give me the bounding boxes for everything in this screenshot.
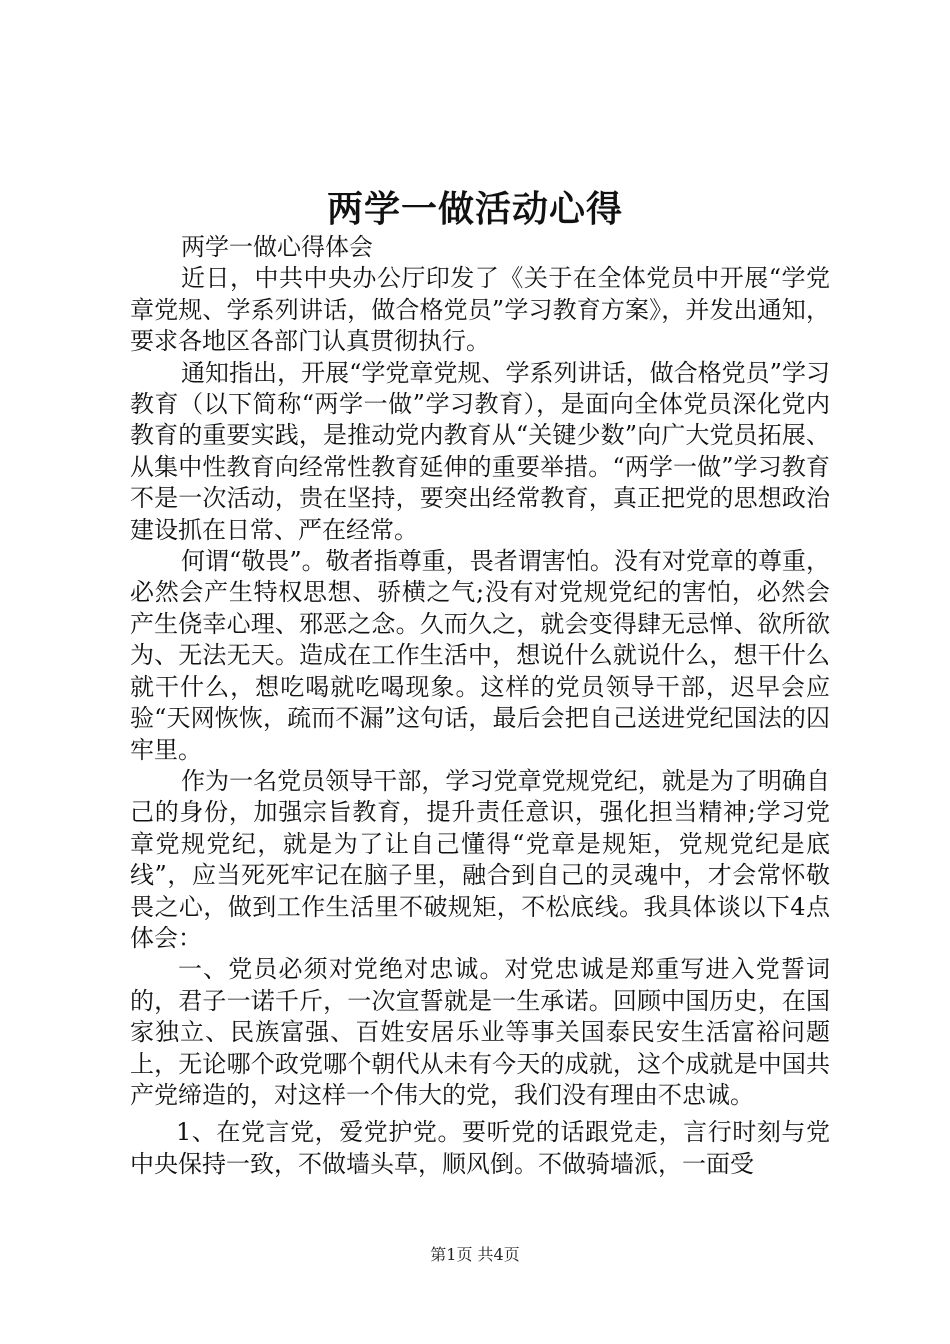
document-body <box>130 232 830 1180</box>
paragraph: 通知指出，开展“学党章党规、学系列讲话，做合格党员”学习教育（以下简称“两学一做”学习教育），是面向全体党员深化党内教育的重要实践，是推动党内教育从“关键少数”向广大党员拓展、从集中性教育向经常性教育延伸的重要举措。“两学一做”学习教育不是一次活动，贵在坚持，要突出经常教育，真正把党的思想政治建设抓在日常、严在经常。 <box>130 358 830 544</box>
document-title: 两学一做活动心得 <box>326 188 623 230</box>
paragraph: 何谓“敬畏”。敬者指尊重，畏者谓害怕。没有对党章的尊重，必然会产生特权思想、骄横之气;没有对党规党纪的害怕，必然会产生侥幸心理、邪恶之念。久而久之，就会变得肆无忌惮、欲所欲为、无法无天。造成在工作生活中，想说什么就说什么，想干什么就干什么，想吃喝就吃喝现象。这样的党员领导干部，迟早会应验“天网恢恢，疏而不漏”这句话，最后会把自己送进党纪国法的囚牢里。 <box>130 547 830 764</box>
paragraph: 近日，中共中央办公厅印发了《关于在全体党员中开展“学党章党规、学系列讲话，做合格党员”学习教育方案》，并发出通知，要求各地区各部门认真贯彻执行。 <box>130 264 830 356</box>
paragraph: 一、党员必须对党绝对忠诚。对党忠诚是郑重写进入党誓词的，君子一诺千斤，一次宣誓就是一生承诺。回顾中国历史，在国家独立、民族富强、百姓安居乐业等事关国泰民安生活富裕问题上，无论哪个政党哪个朝代从未有今天的成就，这个成就是中国共产党缔造的，对这样一个伟大的党，我们没有理由不忠诚。 <box>130 955 830 1109</box>
page-footer: 第1页 共4页 <box>430 1245 520 1264</box>
paragraph: 作为一名党员领导干部，学习党章党规党纪，就是为了明确自己的身份，加强宗旨教育，提升责任意识，强化担当精神;学习党章党规党纪，就是为了让自己懂得“党章是规矩，党规党纪是底线”，应当死死牢记在脑子里，融合到自己的灵魂中，才会常怀敬畏之心，做到工作生活里不破规矩，不松底线。我具体谈以下4点体会： <box>130 766 830 952</box>
paragraph: 1、在党言党，爱党护党。要听党的话跟党走，言行时刻与党中央保持一致，不做墙头草，顺风倒。不做骑墙派，一面受 <box>130 1118 830 1178</box>
paragraph-subtitle: 两学一做心得体会 <box>181 233 373 261</box>
